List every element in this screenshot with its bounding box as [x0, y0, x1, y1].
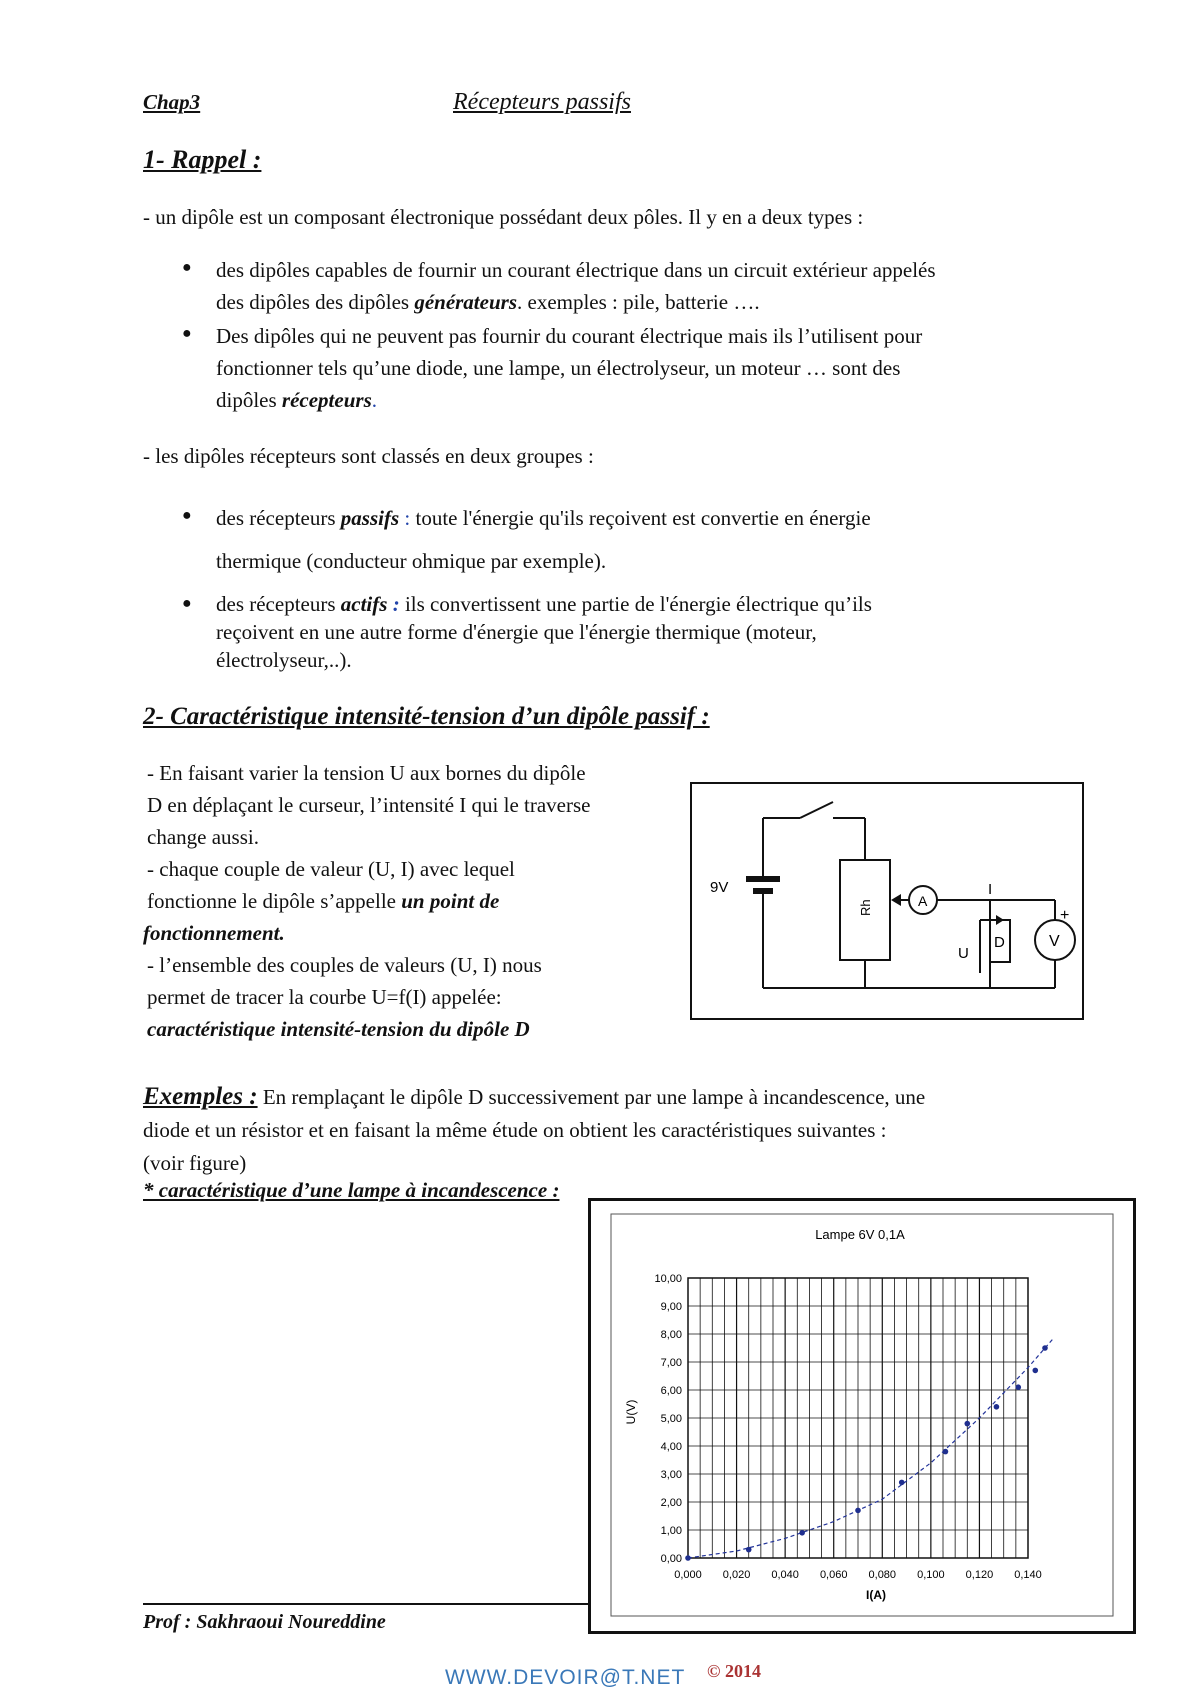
- x-tick-label: 0,000: [674, 1569, 702, 1581]
- data-point: [943, 1449, 949, 1455]
- y-tick-label: 5,00: [660, 1413, 682, 1425]
- text: . exemples : pile, batterie ….: [517, 290, 760, 314]
- data-point: [746, 1547, 752, 1553]
- bullet4-line1: [216, 590, 872, 618]
- data-point: [1042, 1345, 1048, 1351]
- section1-heading: 1- Rappel :: [143, 145, 262, 174]
- x-tick-label: 0,140: [1014, 1569, 1042, 1581]
- bullet1-line1: des dipôles capables de fournir un courant électrique dans un circuit extérieur appelés: [216, 258, 936, 282]
- x-tick-label: 0,060: [819, 1569, 848, 1581]
- y-tick-label: 7,00: [660, 1357, 682, 1369]
- section2-heading: 2- Caractéristique intensité-tension d’un dipôle passif :: [143, 703, 710, 730]
- y-tick-label: 6,00: [660, 1385, 682, 1397]
- bullet-dot: ●: [182, 507, 192, 524]
- x-tick-label: 0,040: [771, 1569, 799, 1581]
- s2-line: D en déplaçant le curseur, l’intensité I qui le traverse: [147, 793, 591, 817]
- y-tick-label: 2,00: [660, 1497, 682, 1509]
- data-point: [994, 1404, 1000, 1410]
- x-axis-label: I(A): [866, 1588, 886, 1602]
- y-tick-label: 3,00: [660, 1469, 682, 1481]
- s2-line: caractéristique intensité-tension du dipôle D: [147, 1017, 530, 1041]
- s2-line: - En faisant varier la tension U aux bornes du dipôle: [147, 761, 586, 785]
- bullet4: [216, 590, 872, 674]
- examples-heading: Exemples :: [143, 1083, 258, 1110]
- bullet2-line3: [216, 384, 922, 416]
- ammeter-label: A: [918, 893, 928, 909]
- chapter-label: Chap3: [143, 90, 201, 114]
- bullet2-line2: fonctionner tels qu’une diode, une lampe, un électrolyseur, un moteur … sont des: [216, 356, 901, 380]
- text: :: [387, 592, 400, 616]
- examples-line3: (voir figure): [143, 1151, 247, 1175]
- bullet3-line1: [216, 502, 871, 534]
- x-tick-label: 0,100: [917, 1569, 945, 1581]
- current-label: I: [988, 881, 993, 898]
- battery-label: 9V: [710, 879, 729, 896]
- term-generateurs: générateurs: [414, 290, 517, 314]
- x-tick-label: 0,120: [965, 1569, 994, 1581]
- y-tick-label: 9,00: [660, 1301, 682, 1313]
- section2-text: [143, 757, 591, 1045]
- battery-plate: [746, 876, 780, 882]
- bullet4-line2: reçoivent en une autre forme d'énergie que l'énergie thermique (moteur,: [216, 620, 817, 644]
- chart-title: Lampe 6V 0,1A: [815, 1227, 905, 1242]
- s2-line: change aussi.: [147, 825, 259, 849]
- footer-author: Prof : Sakhraoui Noureddine: [143, 1611, 386, 1633]
- bullet-dot: ●: [182, 259, 192, 276]
- groups-intro: - les dipôles récepteurs sont classés en deux groupes :: [143, 444, 594, 468]
- bullet2-line1: Des dipôles qui ne peuvent pas fournir du courant électrique mais ils l’utilisent pour: [216, 324, 923, 348]
- y-tick-label: 0,00: [660, 1553, 682, 1565]
- data-point: [799, 1530, 805, 1536]
- data-point: [685, 1555, 691, 1561]
- text: des dipôles des dipôles: [216, 290, 415, 314]
- bullet-dot: ●: [182, 595, 192, 612]
- chart-grid: [688, 1278, 1028, 1558]
- x-tick-label: 0,080: [868, 1569, 897, 1581]
- s2-line: - l’ensemble des couples de valeurs (U, I) nous: [147, 953, 542, 977]
- text: dipôles: [216, 388, 282, 412]
- tension-label: U: [958, 945, 969, 962]
- dipole-label: D: [994, 934, 1005, 951]
- data-point: [899, 1480, 905, 1486]
- y-tick-label: 4,00: [660, 1441, 682, 1453]
- text: .: [371, 388, 377, 412]
- text: toute l'énergie qu'ils reçoivent est convertie en énergie: [410, 506, 871, 530]
- bullet1: [216, 254, 936, 318]
- text: fonctionne le dipôle s’appelle: [147, 889, 402, 913]
- plus-label: +: [1060, 907, 1070, 924]
- examples: [143, 1080, 925, 1207]
- term-recepteurs: récepteurs: [281, 388, 372, 412]
- term-passifs: passifs: [340, 506, 400, 530]
- data-point: [855, 1508, 861, 1514]
- examples-line1: [143, 1080, 925, 1114]
- s2-line: fonctionnement.: [143, 921, 285, 945]
- bullet-dot: ●: [182, 325, 192, 342]
- battery-plate: [753, 888, 773, 894]
- footer-copyright: © 2014: [707, 1661, 761, 1681]
- bullet3-line2: thermique (conducteur ohmique par exemple).: [216, 549, 607, 573]
- footer-rule: [143, 1603, 588, 1605]
- circuit-diagram: [690, 780, 1090, 1025]
- bullet2: [216, 320, 922, 416]
- y-axis-label: U(V): [624, 1399, 638, 1425]
- examples-line2: diode et un résistor et en faisant la même étude on obtient les caractéristiques suivantes :: [143, 1118, 887, 1142]
- y-tick-label: 8,00: [660, 1329, 682, 1341]
- term-point: un point de: [401, 889, 500, 913]
- s2-line: permet de tracer la courbe U=f(I) appelée:: [147, 985, 502, 1009]
- footer-site: WWW.DEVOIR@T.NET: [445, 1666, 686, 1689]
- rheostat-label: Rh: [858, 899, 873, 916]
- data-point: [1032, 1368, 1038, 1374]
- term-actifs: actifs: [340, 592, 388, 616]
- lamp-chart: [588, 1198, 1136, 1634]
- text: ils convertissent une partie de l'énergie électrique qu’ils: [399, 592, 872, 616]
- s2-line: - chaque couple de valeur (U, I) avec lequel: [147, 857, 515, 881]
- examples-line4: * caractéristique d’une lampe à incandescence :: [143, 1178, 560, 1202]
- y-tick-label: 1,00: [660, 1525, 682, 1537]
- voltmeter-label: V: [1049, 933, 1060, 950]
- text: :: [399, 506, 411, 530]
- y-tick-label: 10,00: [654, 1273, 682, 1285]
- text: En remplaçant le dipôle D successivement par une lampe à incandescence, une: [257, 1085, 926, 1109]
- text: des récepteurs: [216, 506, 341, 530]
- bullet1-line2: [216, 286, 936, 318]
- page-title: Récepteurs passifs: [453, 89, 631, 115]
- data-point: [1015, 1384, 1021, 1390]
- data-point: [964, 1421, 970, 1427]
- section1-intro: - un dipôle est un composant électronique possédant deux pôles. Il y en a deux types :: [143, 205, 864, 229]
- x-tick-label: 0,020: [722, 1569, 751, 1581]
- s2-line: [147, 885, 590, 917]
- text: des récepteurs: [216, 592, 341, 616]
- bullet4-line3: électrolyseur,..).: [216, 648, 352, 672]
